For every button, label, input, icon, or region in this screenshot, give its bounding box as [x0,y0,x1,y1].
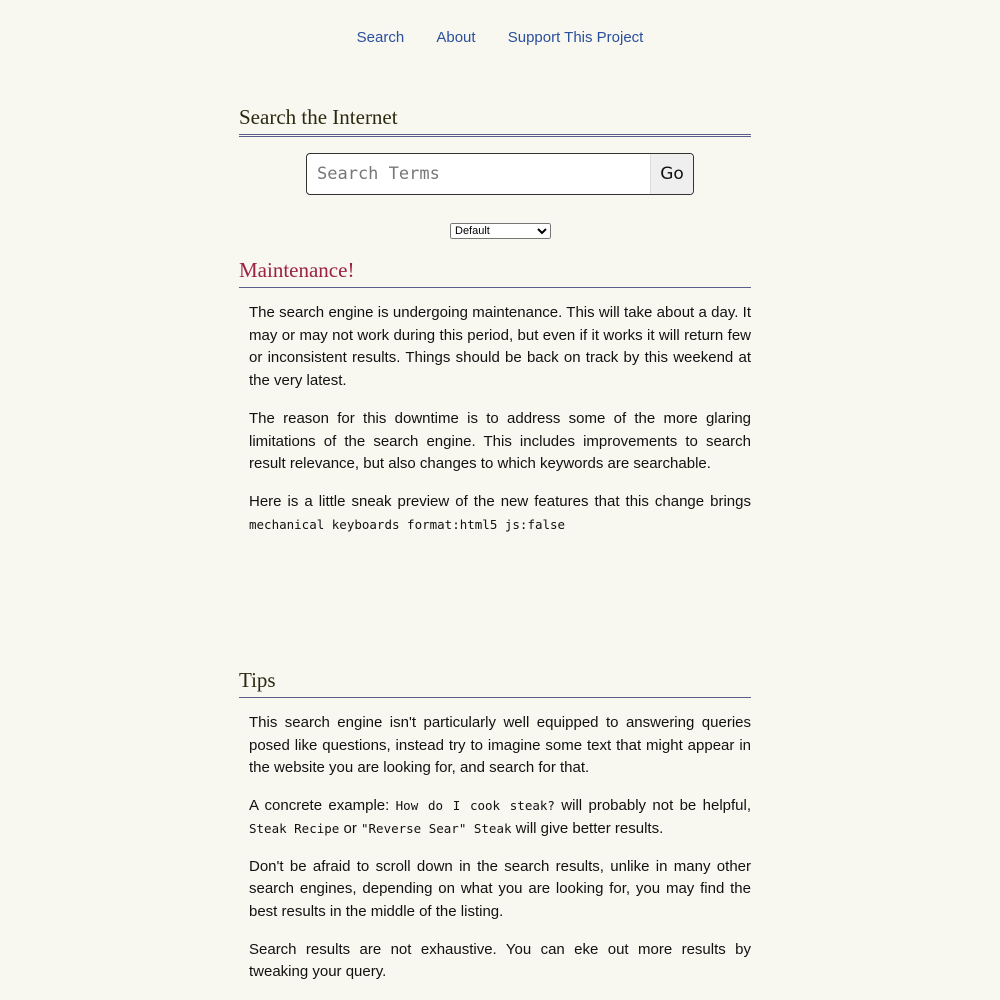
tips-paragraph-3: Don't be afraid to scroll down in the search results, unlike in many other search engines, depending on what you are looking for, you may find the best results in the middle of the listing. [249,857,751,920]
nav-link-about[interactable]: About [436,29,476,46]
tips-example-good-query-2: "Reverse Sear" Steak [361,820,512,836]
tips-example-good-query-1: Steak Recipe [249,820,340,836]
maintenance-example-query: mechanical keyboards format:html5 js:false [249,516,566,532]
tips-paragraph-1: This search engine isn't particularly well equipped to answering queries posed like questions, instead try to imagine some text that might appear in the website you are looking for, and search for that. [249,714,751,777]
nav-link-support[interactable]: Support This Project [507,29,644,46]
search-form [306,153,694,195]
tips-body [249,712,751,999]
maintenance-p3-text: Here is a little sneak preview of the new features that this change brings [249,492,751,510]
tips-p2-text-c: or [339,819,361,837]
maintenance-heading: Maintenance! [239,258,751,288]
maintenance-paragraph-2: The reason for this downtime is to address some of the more glaring limitations of the search engine. This includes improvements to search result relevance, but also changes to which keywords are searchable. [249,409,751,473]
go-button[interactable]: Go [650,154,693,194]
search-input[interactable] [307,154,650,194]
top-nav [0,29,1000,46]
tips-p2-text-b: will probably not be helpful, [554,797,752,815]
maintenance-paragraph-3 [249,491,751,536]
tips-heading: Tips [239,668,751,698]
search-heading: Search the Internet [239,105,751,137]
tips-example-bad-query: How do I cook steak? [395,798,555,814]
nav-link-search[interactable]: Search [356,29,405,46]
tips-paragraph-2 [249,795,751,840]
maintenance-section-header [239,258,751,288]
tips-section-header [239,668,751,698]
tips-p2-text-d: will give better results. [511,819,664,837]
maintenance-paragraph-1: The search engine is undergoing maintenance. This will take about a day. It may or may not work during this period, but even if it works it will return few or inconsistent results. Things should be back on track by this weekend at the very latest. [249,304,751,390]
tips-p2-text-a: A concrete example: [249,797,396,815]
search-profile-select[interactable] [450,223,551,239]
tips-paragraph-4: Search results are not exhaustive. You can eke out more results by tweaking your query. [249,940,751,981]
search-section-header [239,105,751,137]
maintenance-body [249,302,751,551]
